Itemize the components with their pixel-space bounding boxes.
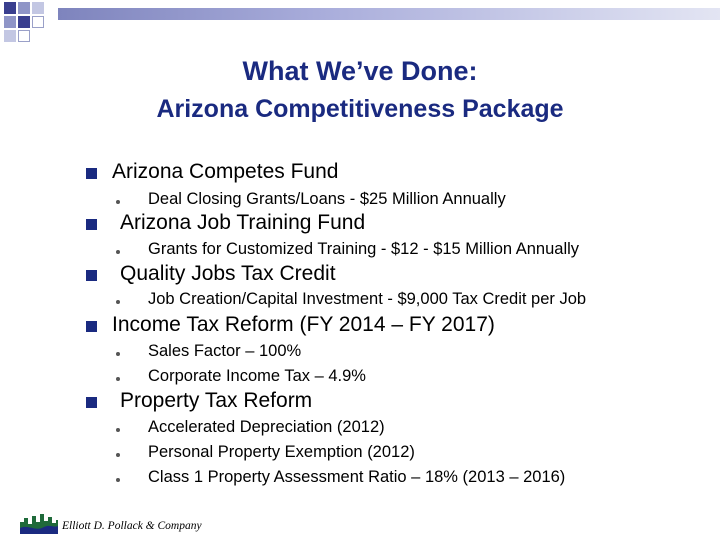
header-bar (58, 8, 720, 20)
deco-square (18, 16, 30, 28)
square-bullet-icon (86, 270, 97, 281)
subitem-label: Deal Closing Grants/Loans - $25 Million Annually (148, 190, 506, 208)
dot-bullet-icon (116, 300, 120, 304)
subitem-label: Job Creation/Capital Investment - $9,000 Tax Credit per Job (148, 290, 587, 308)
item-label: Property Tax Reform (120, 389, 313, 412)
deco-square (32, 2, 44, 14)
subitem-label: Personal Property Exemption (2012) (148, 443, 415, 461)
company-logo-icon (20, 512, 58, 534)
item-label: Income Tax Reform (FY 2014 – FY 2017) (112, 313, 495, 336)
subitem-label: Sales Factor – 100% (148, 342, 302, 360)
dot-bullet-icon (116, 428, 120, 432)
deco-square (4, 16, 16, 28)
item-label: Arizona Job Training Fund (120, 211, 366, 234)
item-label: Quality Jobs Tax Credit (120, 262, 336, 285)
subitem-label: Accelerated Depreciation (2012) (148, 418, 385, 436)
square-bullet-icon (86, 321, 97, 332)
deco-square (18, 30, 30, 42)
deco-square (18, 2, 30, 14)
deco-square (4, 2, 16, 14)
subitem-label: Grants for Customized Training - $12 - $15 Million Annually (148, 240, 580, 258)
dot-bullet-icon (116, 377, 120, 381)
deco-square (4, 30, 16, 42)
dot-bullet-icon (116, 453, 120, 457)
item-label: Arizona Competes Fund (112, 160, 339, 183)
footer-company-name: Elliott D. Pollack & Company (62, 520, 202, 532)
dot-bullet-icon (116, 478, 120, 482)
dot-bullet-icon (116, 200, 120, 204)
header-decoration (0, 0, 720, 40)
deco-square (32, 16, 44, 28)
dot-bullet-icon (116, 352, 120, 356)
slide-subtitle: Arizona Competitiveness Package (156, 95, 564, 123)
square-bullet-icon (86, 219, 97, 230)
subitem-label: Class 1 Property Assessment Ratio – 18% (2013 – 2016) (148, 468, 566, 486)
dot-bullet-icon (116, 250, 120, 254)
square-bullet-icon (86, 168, 97, 179)
subitem-label: Corporate Income Tax – 4.9% (148, 367, 366, 385)
square-bullet-icon (86, 397, 97, 408)
slide-title: What We’ve Done: (242, 56, 478, 86)
